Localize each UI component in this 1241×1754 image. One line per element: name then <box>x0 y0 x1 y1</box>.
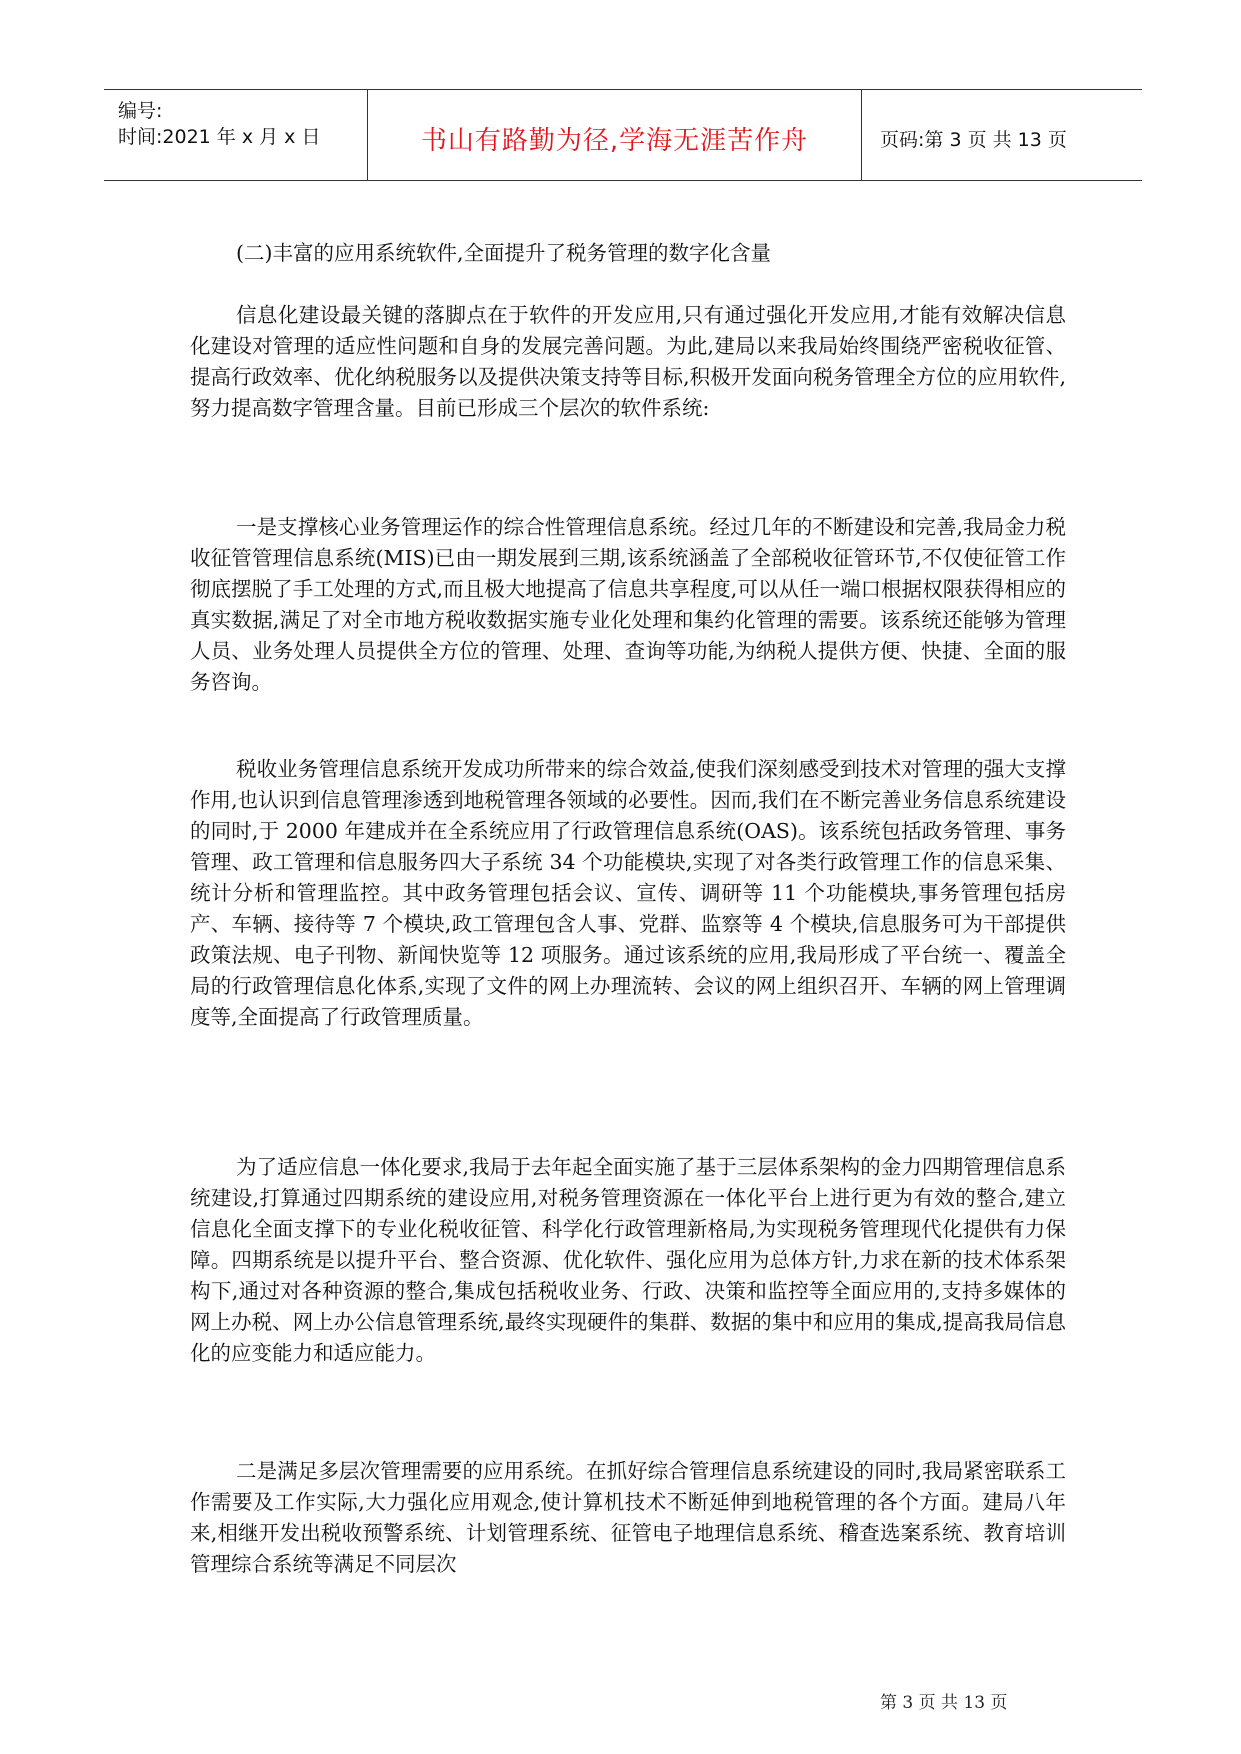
header-motto: 书山有路勤为径,学海无涯苦作舟 <box>420 126 809 156</box>
header-motto-cell <box>368 90 862 180</box>
document-time-label: 时间:2021 年 x 月 x 日 <box>118 126 321 148</box>
body-paragraph-3: 税收业务管理信息系统开发成功所带来的综合效益,使我们深刻感受到技术对管理的强大支撑作用,也认识到信息管理渗透到地税管理各领域的必要性。因而,我们在不断完善业务信息系统建设的同时,于 2000 年建成并在全系统应用了行政管理信息系统(OAS)。该系统包括政务管理、事务管理、政工管理和信息服务四大子系统 34 个功能模块,实现了对各类行政管理工作的信息采集、统计分析和管理监控。其中政务管理包括会议、宣传、调研等 11 个功能模块,事务管理包括房产、车辆、接待等 7 个模块,政工管理包含人事、党群、监察等 4 个模块,信息服务可为干部提供政策法规、电子刊物、新闻快览等 12 项服务。通过该系统的应用,我局形成了平台统一、覆盖全局的行政管理信息化体系,实现了文件的网上办理流转、会议的网上组织召开、车辆的网上管理调度等,全面提高了行政管理质量。 <box>190 757 1066 1029</box>
document-number-label: 编号: <box>118 100 163 122</box>
section-heading: (二)丰富的应用系统软件,全面提升了税务管理的数字化含量 <box>236 241 772 265</box>
page-footer-number: 第 3 页 共 13 页 <box>880 1693 1008 1713</box>
body-paragraph-5: 二是满足多层次管理需要的应用系统。在抓好综合管理信息系统建设的同时,我局紧密联系工作需要及工作实际,大力强化应用观念,使计算机技术不断延伸到地税管理的各个方面。建局八年来,相继开发出税收预警系统、计划管理系统、征管电子地理信息系统、稽查选案系统、教育培训管理综合系统等满足不同层次 <box>190 1459 1066 1576</box>
header-page-cell <box>862 90 1142 180</box>
body-paragraph-2: 一是支撑核心业务管理运作的综合性管理信息系统。经过几年的不断建设和完善,我局金力税收征管管理信息系统(MIS)已由一期发展到三期,该系统涵盖了全部税收征管环节,不仅使征管工作彻底摆脱了手工处理的方式,而且极大地提高了信息共享程度,可以从任一端口根据权限获得相应的真实数据,满足了对全市地方税收数据实施专业化处理和集约化管理的需要。该系统还能够为管理人员、业务处理人员提供全方位的管理、处理、查询等功能,为纳税人提供方便、快捷、全面的服务咨询。 <box>190 515 1066 694</box>
body-paragraph-4: 为了适应信息一体化要求,我局于去年起全面实施了基于三层体系架构的金力四期管理信息系统建设,打算通过四期系统的建设应用,对税务管理资源在一体化平台上进行更为有效的整合,建立信息化全面支撑下的专业化税收征管、科学化行政管理新格局,为实现税务管理现代化提供有力保障。四期系统是以提升平台、整合资源、优化软件、强化应用为总体方针,力求在新的技术体系架构下,通过对各种资源的整合,集成包括税收业务、行政、决策和监控等全面应用的,支持多媒体的网上办税、网上办公信息管理系统,最终实现硬件的集群、数据的集中和应用的集成,提高我局信息化的应变能力和适应能力。 <box>190 1155 1066 1365</box>
header-page-indicator: 页码:第 3 页 共 13 页 <box>880 129 1067 151</box>
page-header-table <box>104 89 1142 181</box>
body-paragraph-1: 信息化建设最关键的落脚点在于软件的开发应用,只有通过强化开发应用,才能有效解决信息化建设对管理的适应性问题和自身的发展完善问题。为此,建局以来我局始终围绕严密税收征管、提高行政效率、优化纳税服务以及提供决策支持等目标,积极开发面向税务管理全方位的应用软件,努力提高数字管理含量。目前已形成三个层次的软件系统: <box>190 303 1066 420</box>
header-meta-cell <box>104 90 368 180</box>
